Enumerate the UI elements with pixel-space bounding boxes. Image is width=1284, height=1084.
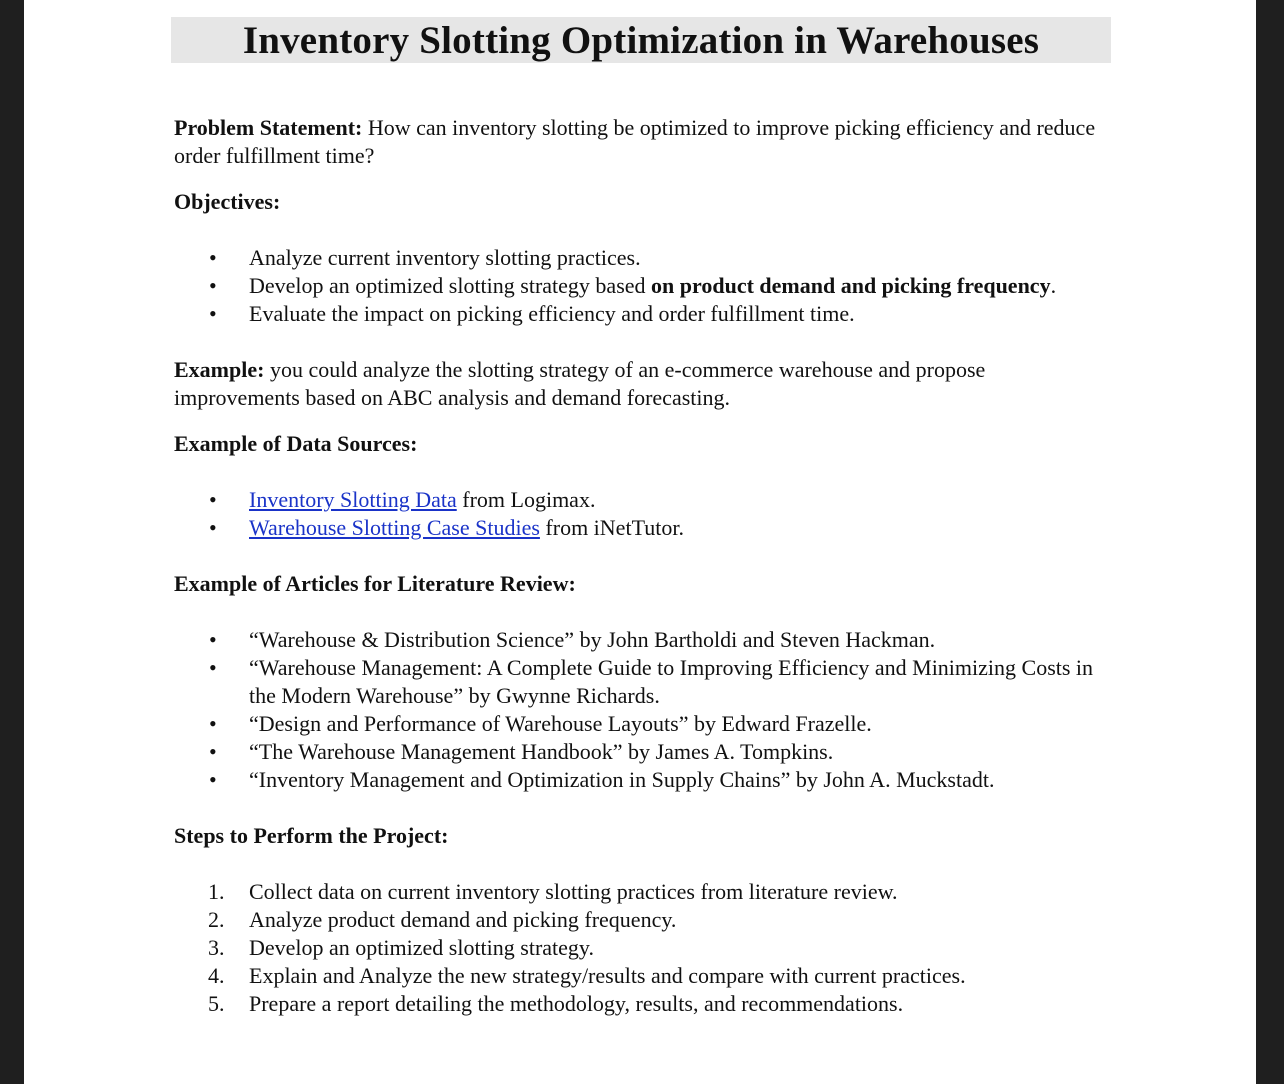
list-item (174, 738, 1114, 766)
data-sources-list (174, 486, 1114, 542)
list-item (174, 272, 1114, 300)
list-item (174, 934, 1114, 962)
list-item (174, 244, 1114, 272)
step-text: Explain and Analyze the new strategy/results and compare with current practices. (249, 963, 966, 988)
example-paragraph (174, 356, 1114, 412)
objective-text-before: Develop an optimized slotting strategy based (249, 273, 652, 298)
list-item (174, 906, 1114, 934)
step-text: Develop an optimized slotting strategy. (249, 935, 594, 960)
list-item (174, 766, 1114, 794)
warehouse-slotting-case-studies-link[interactable]: Warehouse Slotting Case Studies (249, 515, 540, 540)
problem-statement-label: Problem Statement: (174, 115, 363, 140)
list-item (174, 300, 1114, 328)
article-text: “Design and Performance of Warehouse Layouts” by Edward Frazelle. (249, 711, 872, 736)
objective-text-after: . (1050, 273, 1057, 298)
step-text: Analyze product demand and picking frequency. (249, 907, 677, 932)
problem-statement-text: How can inventory slotting be optimized to improve picking efficiency and reduce order fulfillment time? (174, 115, 1096, 168)
steps-heading: Steps to Perform the Project: (174, 823, 449, 848)
data-source-rest: from Logimax. (456, 487, 596, 512)
step-text: Prepare a report detailing the methodology, results, and recommendations. (249, 991, 904, 1016)
list-item (174, 878, 1114, 906)
list-item (174, 486, 1114, 514)
objective-text: Analyze current inventory slotting practices. (249, 245, 641, 270)
objectives-heading: Objectives: (174, 189, 281, 214)
problem-statement (174, 114, 1114, 170)
article-text: “Warehouse & Distribution Science” by John Bartholdi and Steven Hackman. (249, 627, 936, 652)
list-item (174, 710, 1114, 738)
document-body (174, 114, 1114, 1018)
list-item (174, 654, 1114, 710)
articles-list (174, 626, 1114, 794)
objective-text: Evaluate the impact on picking efficiency and order fulfillment time. (249, 301, 855, 326)
list-item (174, 626, 1114, 654)
list-item (174, 990, 1114, 1018)
document-page (24, 0, 1256, 1084)
step-number: 5. (208, 991, 225, 1016)
article-text: “The Warehouse Management Handbook” by James A. Tompkins. (249, 739, 834, 764)
list-item (174, 514, 1114, 542)
page-title: Inventory Slotting Optimization in Warehouses (242, 19, 1040, 62)
data-sources-heading: Example of Data Sources: (174, 431, 418, 456)
title-bar (171, 17, 1111, 63)
step-number: 1. (208, 879, 225, 904)
list-item (174, 962, 1114, 990)
step-number: 2. (208, 907, 225, 932)
article-text: “Warehouse Management: A Complete Guide to Improving Efficiency and Minimizing Costs in the Modern Warehouse” by Gwynne Richards. (249, 655, 1094, 708)
objective-text-bold: on product demand and picking frequency (651, 273, 1051, 298)
step-number: 4. (208, 963, 225, 988)
objectives-list (174, 244, 1114, 328)
article-text: “Inventory Management and Optimization in Supply Chains” by John A. Muckstadt. (249, 767, 995, 792)
steps-list (174, 878, 1114, 1018)
step-number: 3. (208, 935, 225, 960)
step-text: Collect data on current inventory slotting practices from literature review. (249, 879, 898, 904)
example-label: Example: (174, 357, 265, 382)
articles-heading: Example of Articles for Literature Review: (174, 571, 576, 596)
example-text: you could analyze the slotting strategy of an e-commerce warehouse and propose improvements based on ABC analysis and demand forecasting. (174, 357, 986, 410)
inventory-slotting-data-link[interactable]: Inventory Slotting Data (249, 487, 457, 512)
data-source-rest: from iNetTutor. (539, 515, 684, 540)
